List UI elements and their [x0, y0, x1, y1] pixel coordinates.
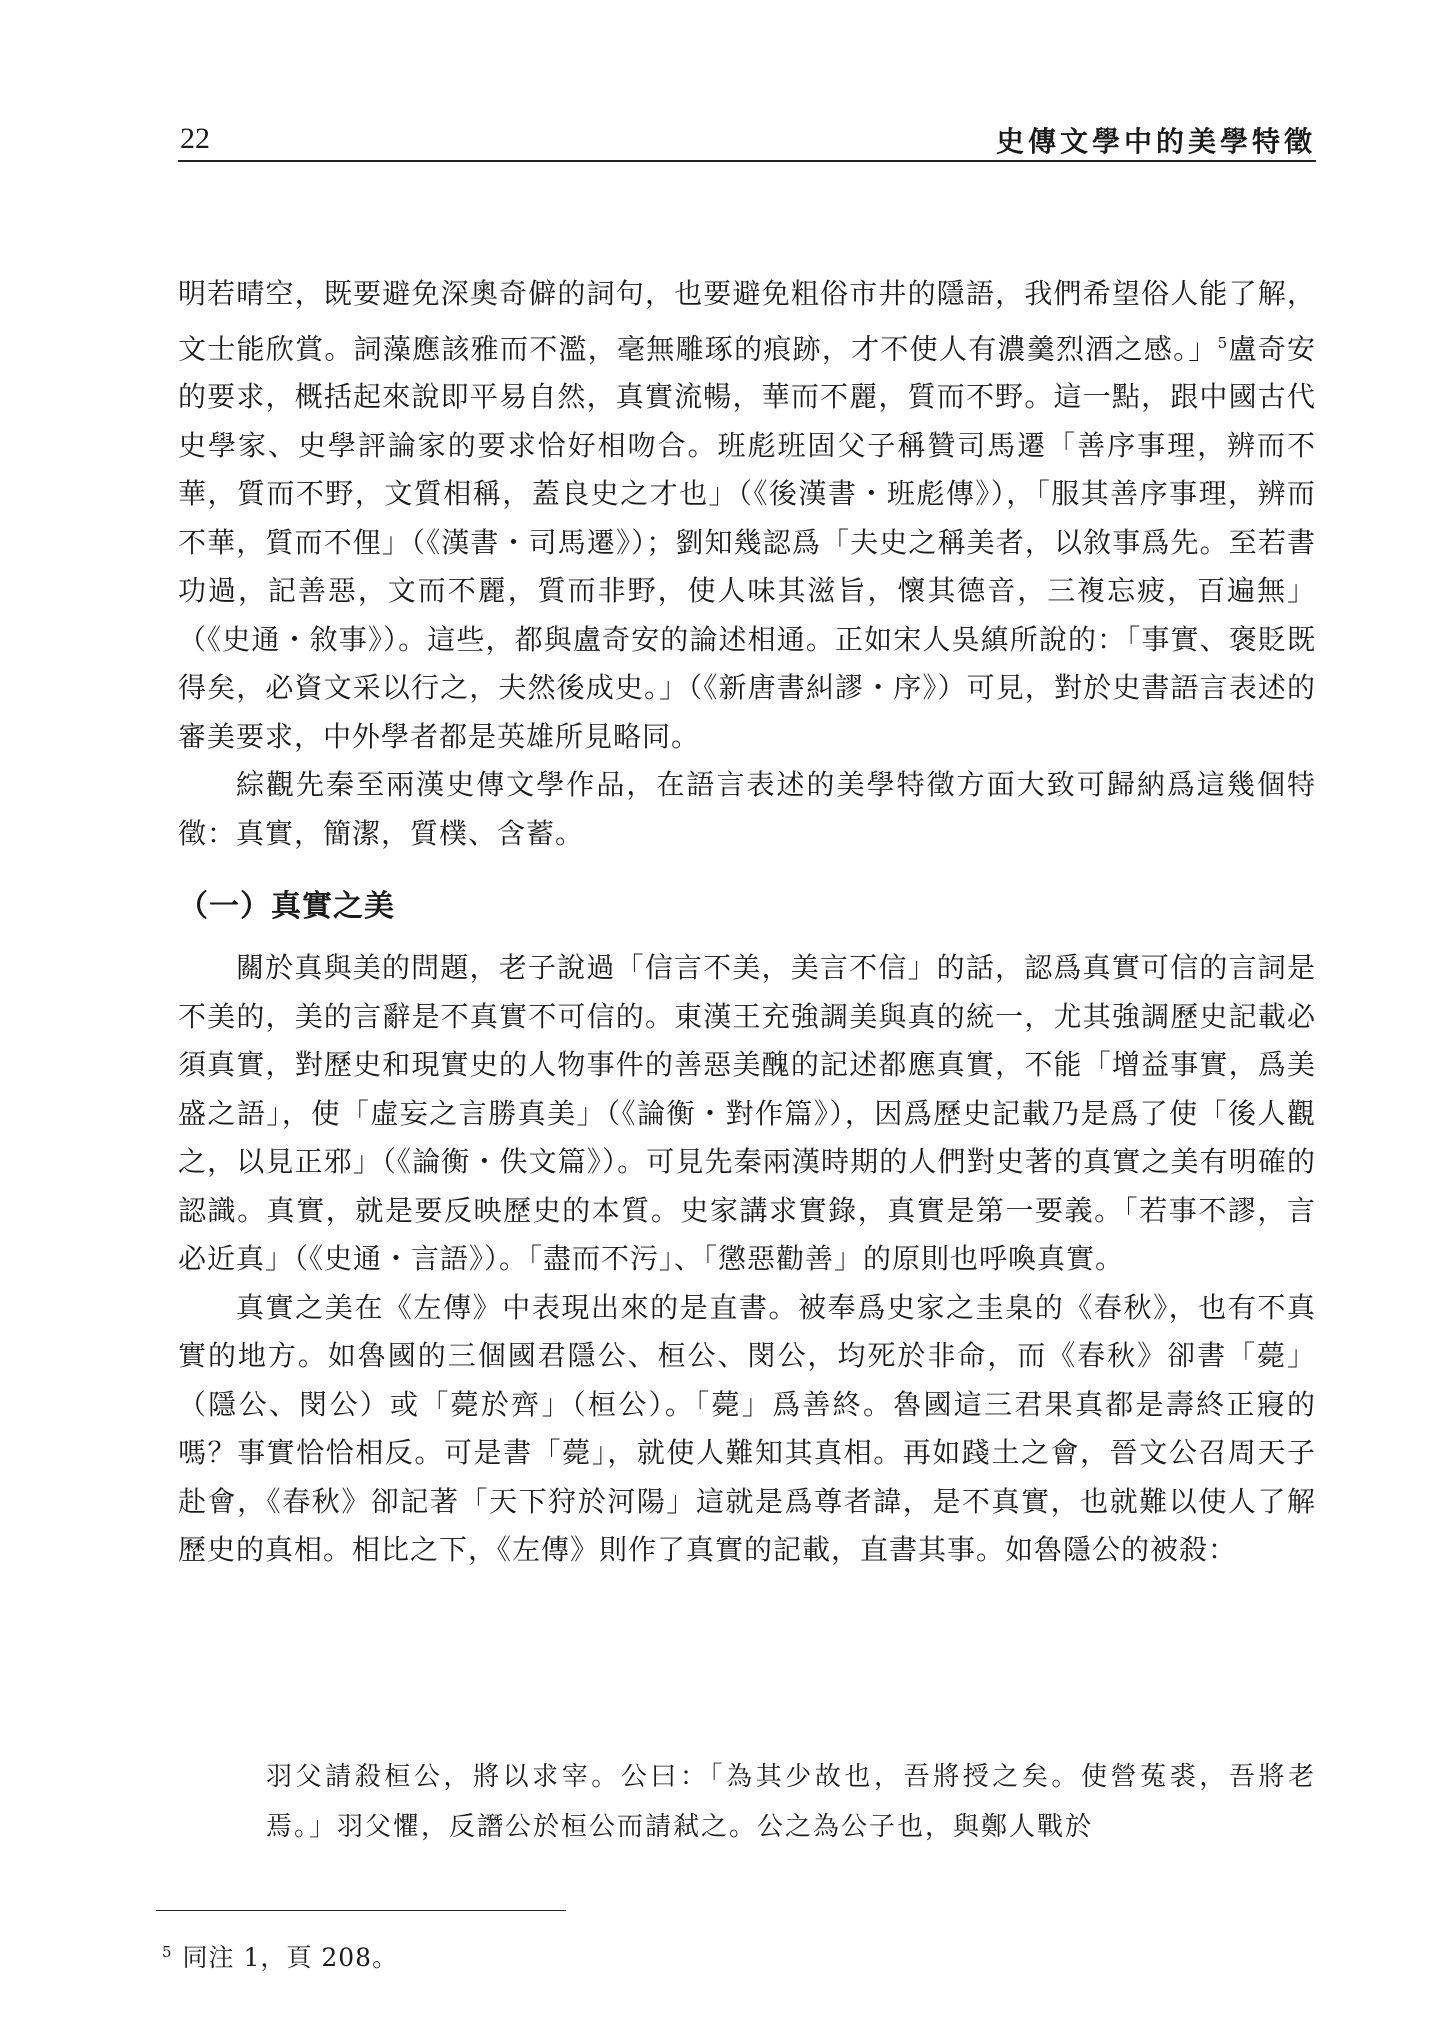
paragraph-1-part-b: 盧奇安的要求，概括起來說即平易自然，真實流暢，華而不麗，質而不野。這一點，跟中國古代史學家、史學評論家的要求恰好相吻合。班彪班固父子稱贊司馬遷「善序事理，辨而不華，質而不野，文質相稱，蓋良史之才也」（《後漢書・班彪傳》），「服其善序事理，辨而不華，質而不俚」（《漢書・司馬遷》）；劉知幾認爲「夫史之稱美者，以敘事爲先。至若書功過，記善惡，文而不麗，質而非野，使人味其滋旨，懷其德音，三複忘疲，百遍無」（《史通・敘事》）。這些，都與盧奇安的論述相通。正如宋人吳縝所說的：「事實、褒貶既得矣，必資文采以行之，夫然後成史。」（《新唐書糾謬・序》）可見，對於史書語言表述的審美要求，中外學者都是英雄所見略同。 [178, 331, 1316, 753]
block-quote [266, 1752, 1316, 1852]
block-quote-text: 羽父請殺桓公，將以求宰。公曰：「為其少故也，吾將授之矣。使營菟裘，吾將老焉。」羽父懼，反譖公於桓公而請弒之。公之為公子也，與鄭人戰於 [266, 1762, 1316, 1842]
paragraph-2: 綜觀先秦至兩漢史傳文學作品，在語言表述的美學特徵方面大致可歸納爲這幾個特徵：真實，簡潔，質樸、含蓄。 [178, 768, 1316, 850]
page-number: 22 [180, 122, 210, 155]
section-heading: （一）真實之美 [178, 889, 395, 925]
page-header [178, 118, 1316, 162]
running-title: 史傳文學中的美學特徵 [995, 125, 1316, 158]
paragraph-3: 關於真與美的問題，老子說過「信言不美，美言不信」的話，認爲真實可信的言詞是不美的，美的言辭是不真實不可信的。東漢王充強調美與真的統一，尤其強調歷史記載必須真實，對歷史和現實史的人物事件的善惡美醜的記述都應真實，不能「增益事實，爲美盛之語」，使「虛妄之言勝真美」（《論衡・對作篇》），因爲歷史記載乃是爲了使「後人觀之，以見正邪」（《論衡・佚文篇》）。可見先秦兩漢時期的人們對史著的真實之美有明確的認識。真實，就是要反映歷史的本質。史家講求實錄，真實是第一要義。「若事不謬，言必近真」（《史通・言語》）。「盡而不污」、「懲惡勸善」的原則也呼喚真實。 [178, 951, 1316, 1276]
paragraph-1 [178, 270, 1316, 761]
body-text [178, 270, 1316, 1575]
footnote-reference: 5 [1217, 333, 1229, 352]
footnote-text: 同注 1，頁 208。 [182, 1943, 399, 1972]
footnote-divider [156, 1910, 566, 1911]
footnote [162, 1938, 398, 1974]
footnote-mark: 5 [162, 1942, 173, 1961]
paragraph-1-part-a: 明若晴空，既要避免深奧奇僻的詞句，也要避免粗俗市井的隱語，我們希望俗人能了解，文士能欣賞。詞藻應該雅而不濫，毫無雕琢的痕跡，才不使人有濃羹烈酒之感。」 [178, 277, 1316, 365]
paragraph-4: 真實之美在《左傳》中表現出來的是直書。被奉爲史家之圭臬的《春秋》，也有不真實的地方。如魯國的三個國君隱公、桓公、閔公，均死於非命，而《春秋》卻書「薨」（隱公、閔公）或「薨於齊」（桓公）。「薨」爲善終。魯國這三君果真都是壽終正寢的嗎？事實恰恰相反。可是書「薨」，就使人難知其真相。再如踐土之會，晉文公召周天子赴會，《春秋》卻記著「天下狩於河陽」這就是爲尊者諱，是不真實，也就難以使人了解歷史的真相。相比之下，《左傳》則作了真實的記載，直書其事。如魯隱公的被殺： [178, 1290, 1316, 1567]
